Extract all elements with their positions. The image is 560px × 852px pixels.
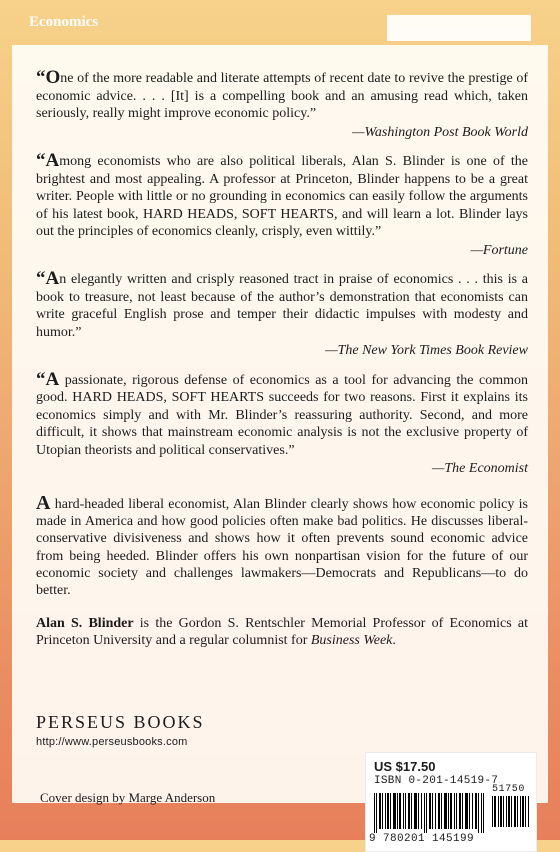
review-lead-letter: A [45,150,60,171]
review-lead-letter: A [45,268,60,289]
barcode-addon-number: 51750 [492,784,526,795]
author-name: Alan S. Blinder [36,616,134,631]
review-opening-quote: “ [36,268,46,289]
author-publication: Business Week [310,633,393,649]
review-quote [36,152,528,259]
description-text: hard-headed liberal economist, Alan Blinder clearly shows how economic policy is made in America and how good policies often make bad politics. He discusses liberal-conservative divisiveness and shows how it often prevents sound economic advice from being heeded. Blinder offers his own nonpartisan vision for the future of our economic society and challenges lawmakers—Democrats and Republicans—to do better. [36,497,528,599]
author-bio-text: is the Gordon S. Rentschler Memorial Professor of Economics at Princeton University and a regular columnist for [36,616,528,649]
review-text: passionate, rigorous defense of economics as a tool for advancing the common good. HARD HEADS, SOFT HEARTS succeeds for two reasons. First it explains its economics simply and with Mr. Blinder’s reassuring authority. Second, and more difficult, it shows that mainstream economic analysis is not the exclusive property of Utopian theorists and political conservatives.” [36,372,528,458]
barcode-main-bars [374,793,485,833]
review-text: ne of the more readable and literate attempts of recent date to revive the prestige of economic advice. . . . [It] is a compelling book and an amusing read which, taken seriously, really might improve economic policy.” [36,71,528,121]
top-label-strip [387,15,531,41]
review-lead-letter: O [45,67,61,88]
review-text: mong economists who are also political liberals, Alan S. Blinder is one of the brightest and most appealing. A professor at Princeton, Blinder happens to be a great writer. People with little or no grounding in economics can easily follow the arguments of his latest book, HARD HEADS, SOFT HEARTS, and will learn a lot. Blinder lays out the principles of economics cleanly, crisply, even wittily.” [36,154,528,239]
review-opening-quote: “ [36,67,46,88]
publisher-url: http://www.perseusbooks.com [36,736,188,748]
author-bio-ending: . [392,633,396,649]
author-bio [36,615,528,649]
review-quote [36,69,528,141]
review-quote [36,270,528,360]
review-text: n elegantly written and crisply reasoned tract in praise of economics . . . this is a book to treasure, not least because of the author’s demonstration that economists can write graceful English prose and temper their didactic impulses with modesty and humor.” [36,272,528,340]
publisher-name: PERSEUS BOOKS [36,712,205,732]
price-label: US $17.50 [374,759,436,774]
review-quote [36,368,528,478]
back-cover-panel [12,45,548,845]
barcode-addon-bars [492,796,530,827]
book-description [36,493,528,599]
review-opening-quote: “ [36,368,46,390]
barcode-box [365,752,537,852]
review-source: —Washington Post Book World [352,124,528,140]
review-lead-letter: A [45,368,60,390]
review-source: —The Economist [431,461,528,476]
review-source: —The New York Times Book Review [325,343,528,358]
review-source: —Fortune [470,242,528,258]
isbn-label: ISBN 0-201-14519-7 [374,775,499,787]
cover-credit: Cover design by Marge Anderson [40,790,216,805]
review-opening-quote: “ [36,150,46,171]
category-label: Economics [29,14,99,30]
description-lead-letter: A [36,492,51,514]
barcode-number: 9 780201 145199 [369,833,475,845]
reviews-section [36,69,528,489]
